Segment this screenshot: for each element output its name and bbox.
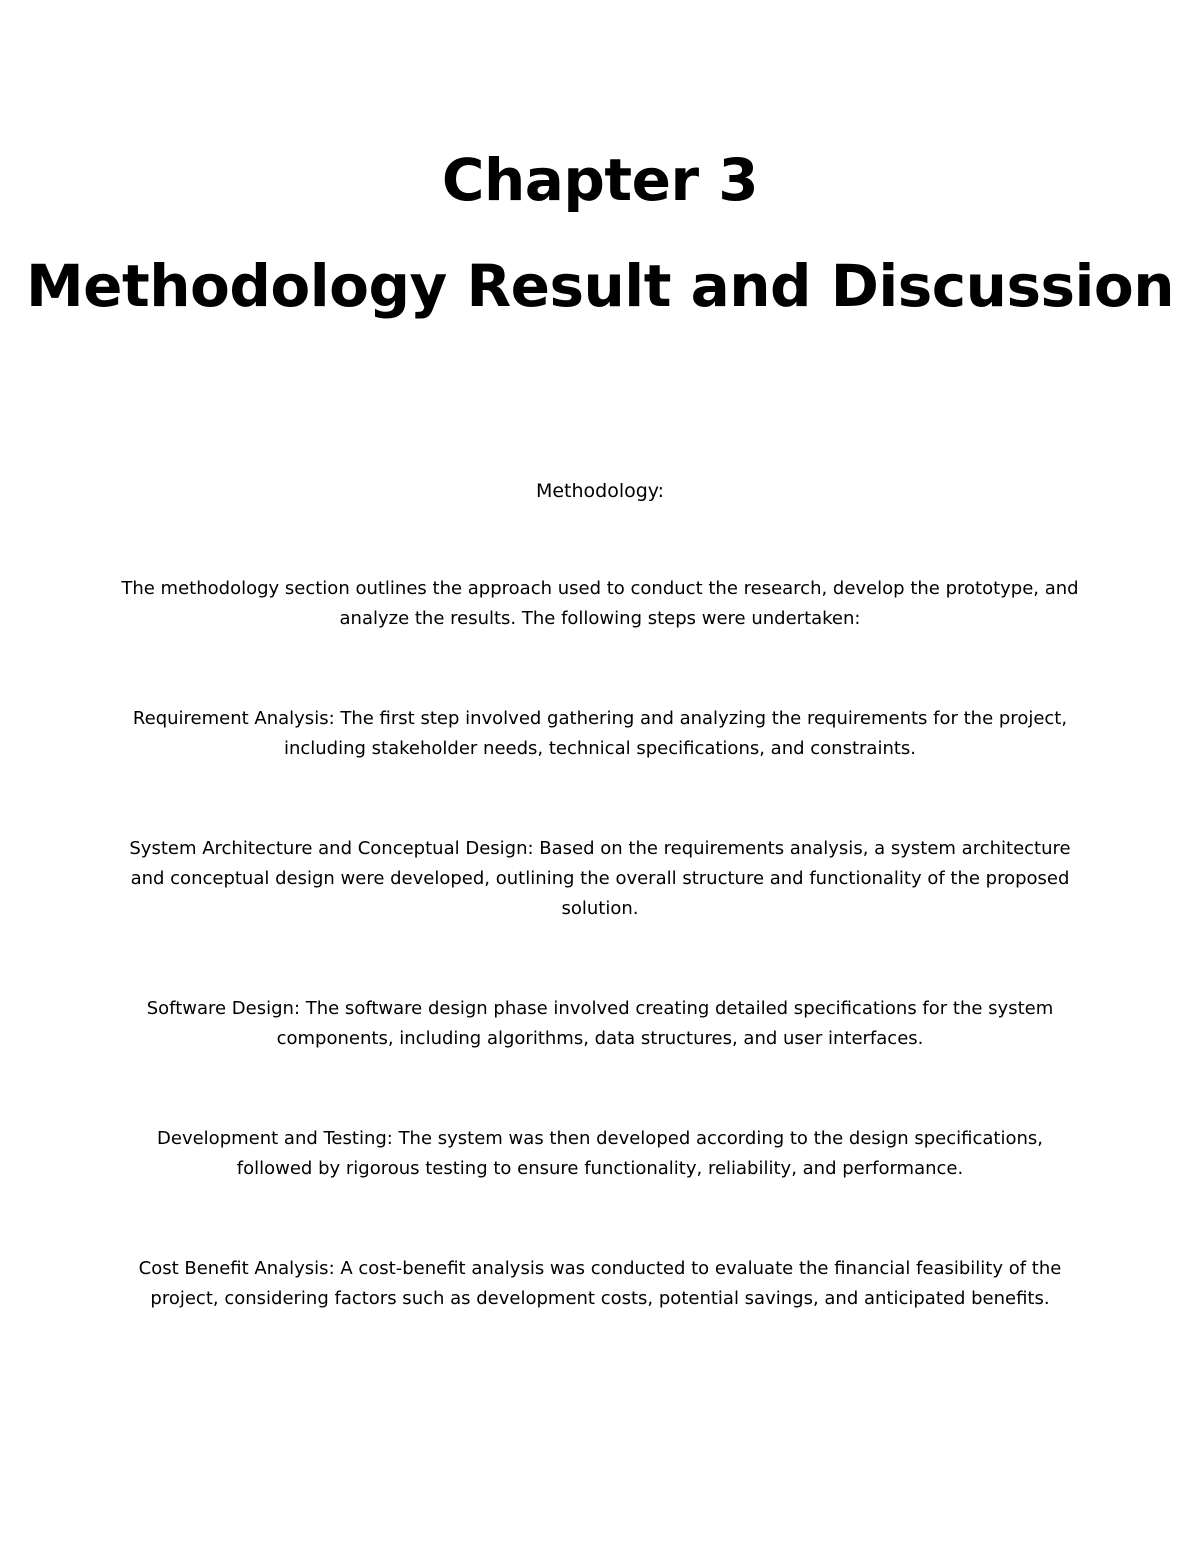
paragraph-cost-benefit: Cost Benefit Analysis: A cost-benefit analysis was conducted to evaluate the financial feasibility of the project, considering factors such as development costs, potential savings, and anticipated benefits. — [138, 1258, 1062, 1309]
paragraph-software-design: Software Design: The software design phase involved creating detailed specifications for the system components, including algorithms, data structures, and user interfaces. — [146, 998, 1054, 1049]
chapter-title: Methodology Result and Discussion — [25, 252, 1175, 320]
paragraph-system-architecture: System Architecture and Conceptual Design: Based on the requirements analysis, a system architecture and conceptual design were developed, outlining the overall structure and functionality of the proposed solution. — [129, 838, 1071, 919]
paragraph-intro: The methodology section outlines the approach used to conduct the research, develop the prototype, and analyze the results. The following steps were undertaken: — [121, 578, 1079, 629]
paragraph-requirement-analysis: Requirement Analysis: The first step involved gathering and analyzing the requirements for the project, including stakeholder needs, technical specifications, and constraints. — [132, 708, 1068, 759]
paragraph-development-testing: Development and Testing: The system was then developed according to the design specifications, followed by rigorous testing to ensure functionality, reliability, and performance. — [157, 1128, 1043, 1179]
section-heading-methodology: Methodology: — [535, 480, 665, 502]
chapter-label: Chapter 3 — [441, 146, 759, 214]
